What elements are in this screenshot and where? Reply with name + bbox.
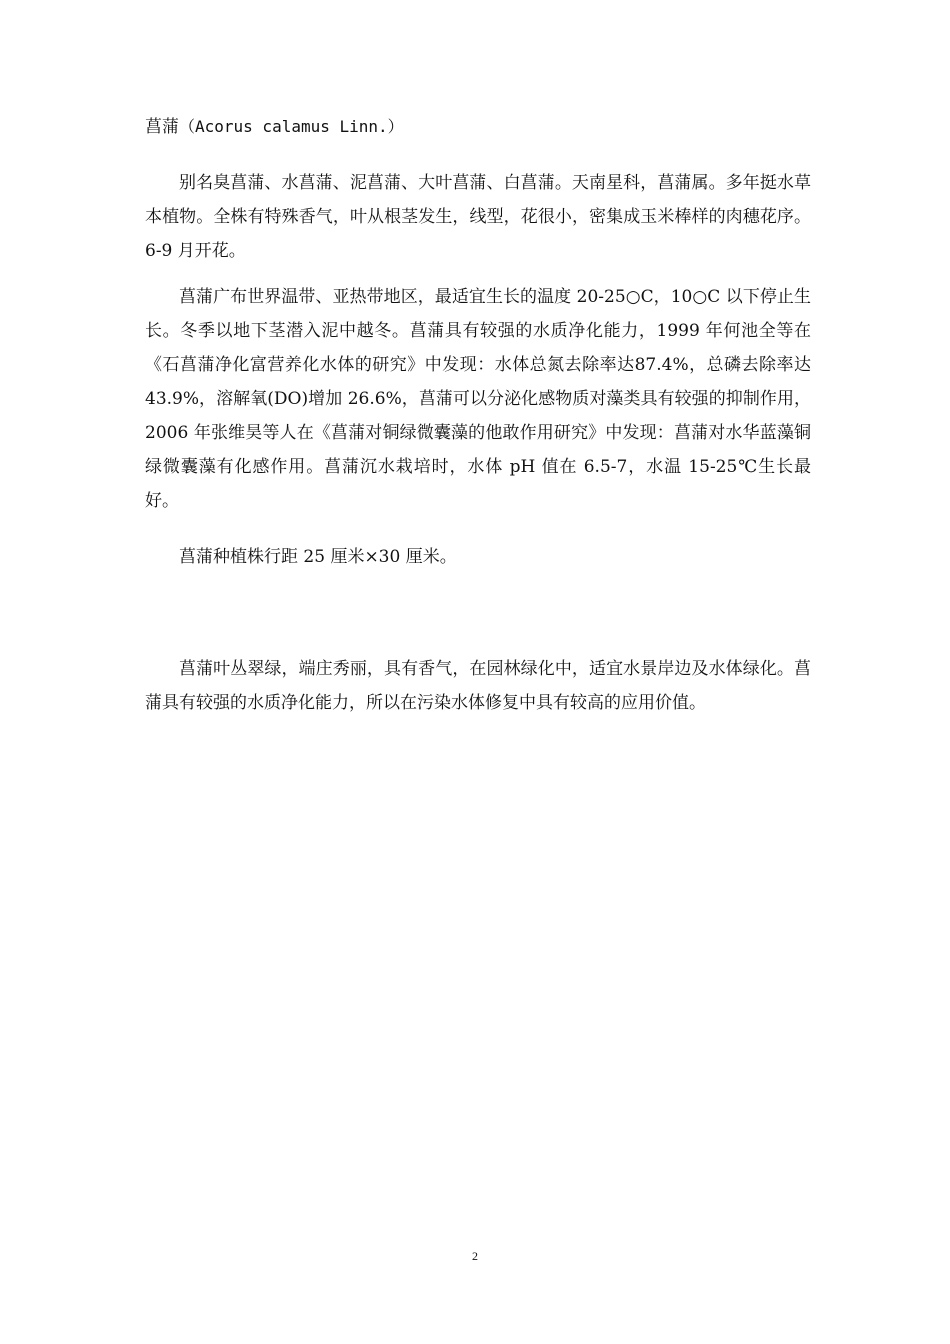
title-latin-name: （Acorus calamus Linn.）	[179, 117, 404, 136]
document-title	[145, 114, 404, 140]
paragraph-description: 别名臭菖蒲、水菖蒲、泥菖蒲、大叶菖蒲、白菖蒲。天南星科，菖蒲属。多年挺水草本植物。全株有特殊香气，叶从根茎发生，线型，花很小，密集成玉米棒样的肉穗花序。6-9 月开花。	[145, 173, 811, 261]
paragraph-planting-spacing: 菖蒲种植株行距 25 厘米×30 厘米。	[179, 547, 457, 567]
paragraph-landscape-value: 菖蒲叶丛翠绿，端庄秀丽，具有香气，在园林绿化中，适宜水景岸边及水体绿化。菖蒲具有较强的水质净化能力，所以在污染水体修复中具有较高的应用价值。	[145, 659, 811, 713]
page-number: 2	[472, 1249, 478, 1263]
title-chinese-name: 菖蒲	[145, 117, 179, 137]
paragraph-ecology: 菖蒲广布世界温带、亚热带地区，最适宜生长的温度 20-25○C，10○C 以下停止生长。冬季以地下茎潜入泥中越冬。菖蒲具有较强的水质净化能力，1999 年何池全等在《石菖蒲净化富营养化水体的研究》中发现：水体总氮去除率达87.4%，总磷去除率达43.9%，溶解氧(DO)增加 26.6%，菖蒲可以分泌化感物质对藻类具有较强的抑制作用，2006 年张维昊等人在《菖蒲对铜绿微囊藻的他敢作用研究》中发现：菖蒲对水华蓝藻铜绿微囊藻有化感作用。菖蒲沉水栽培时，水体 pH 值在 6.5-7，水温 15-25℃生长最好。	[145, 287, 811, 511]
